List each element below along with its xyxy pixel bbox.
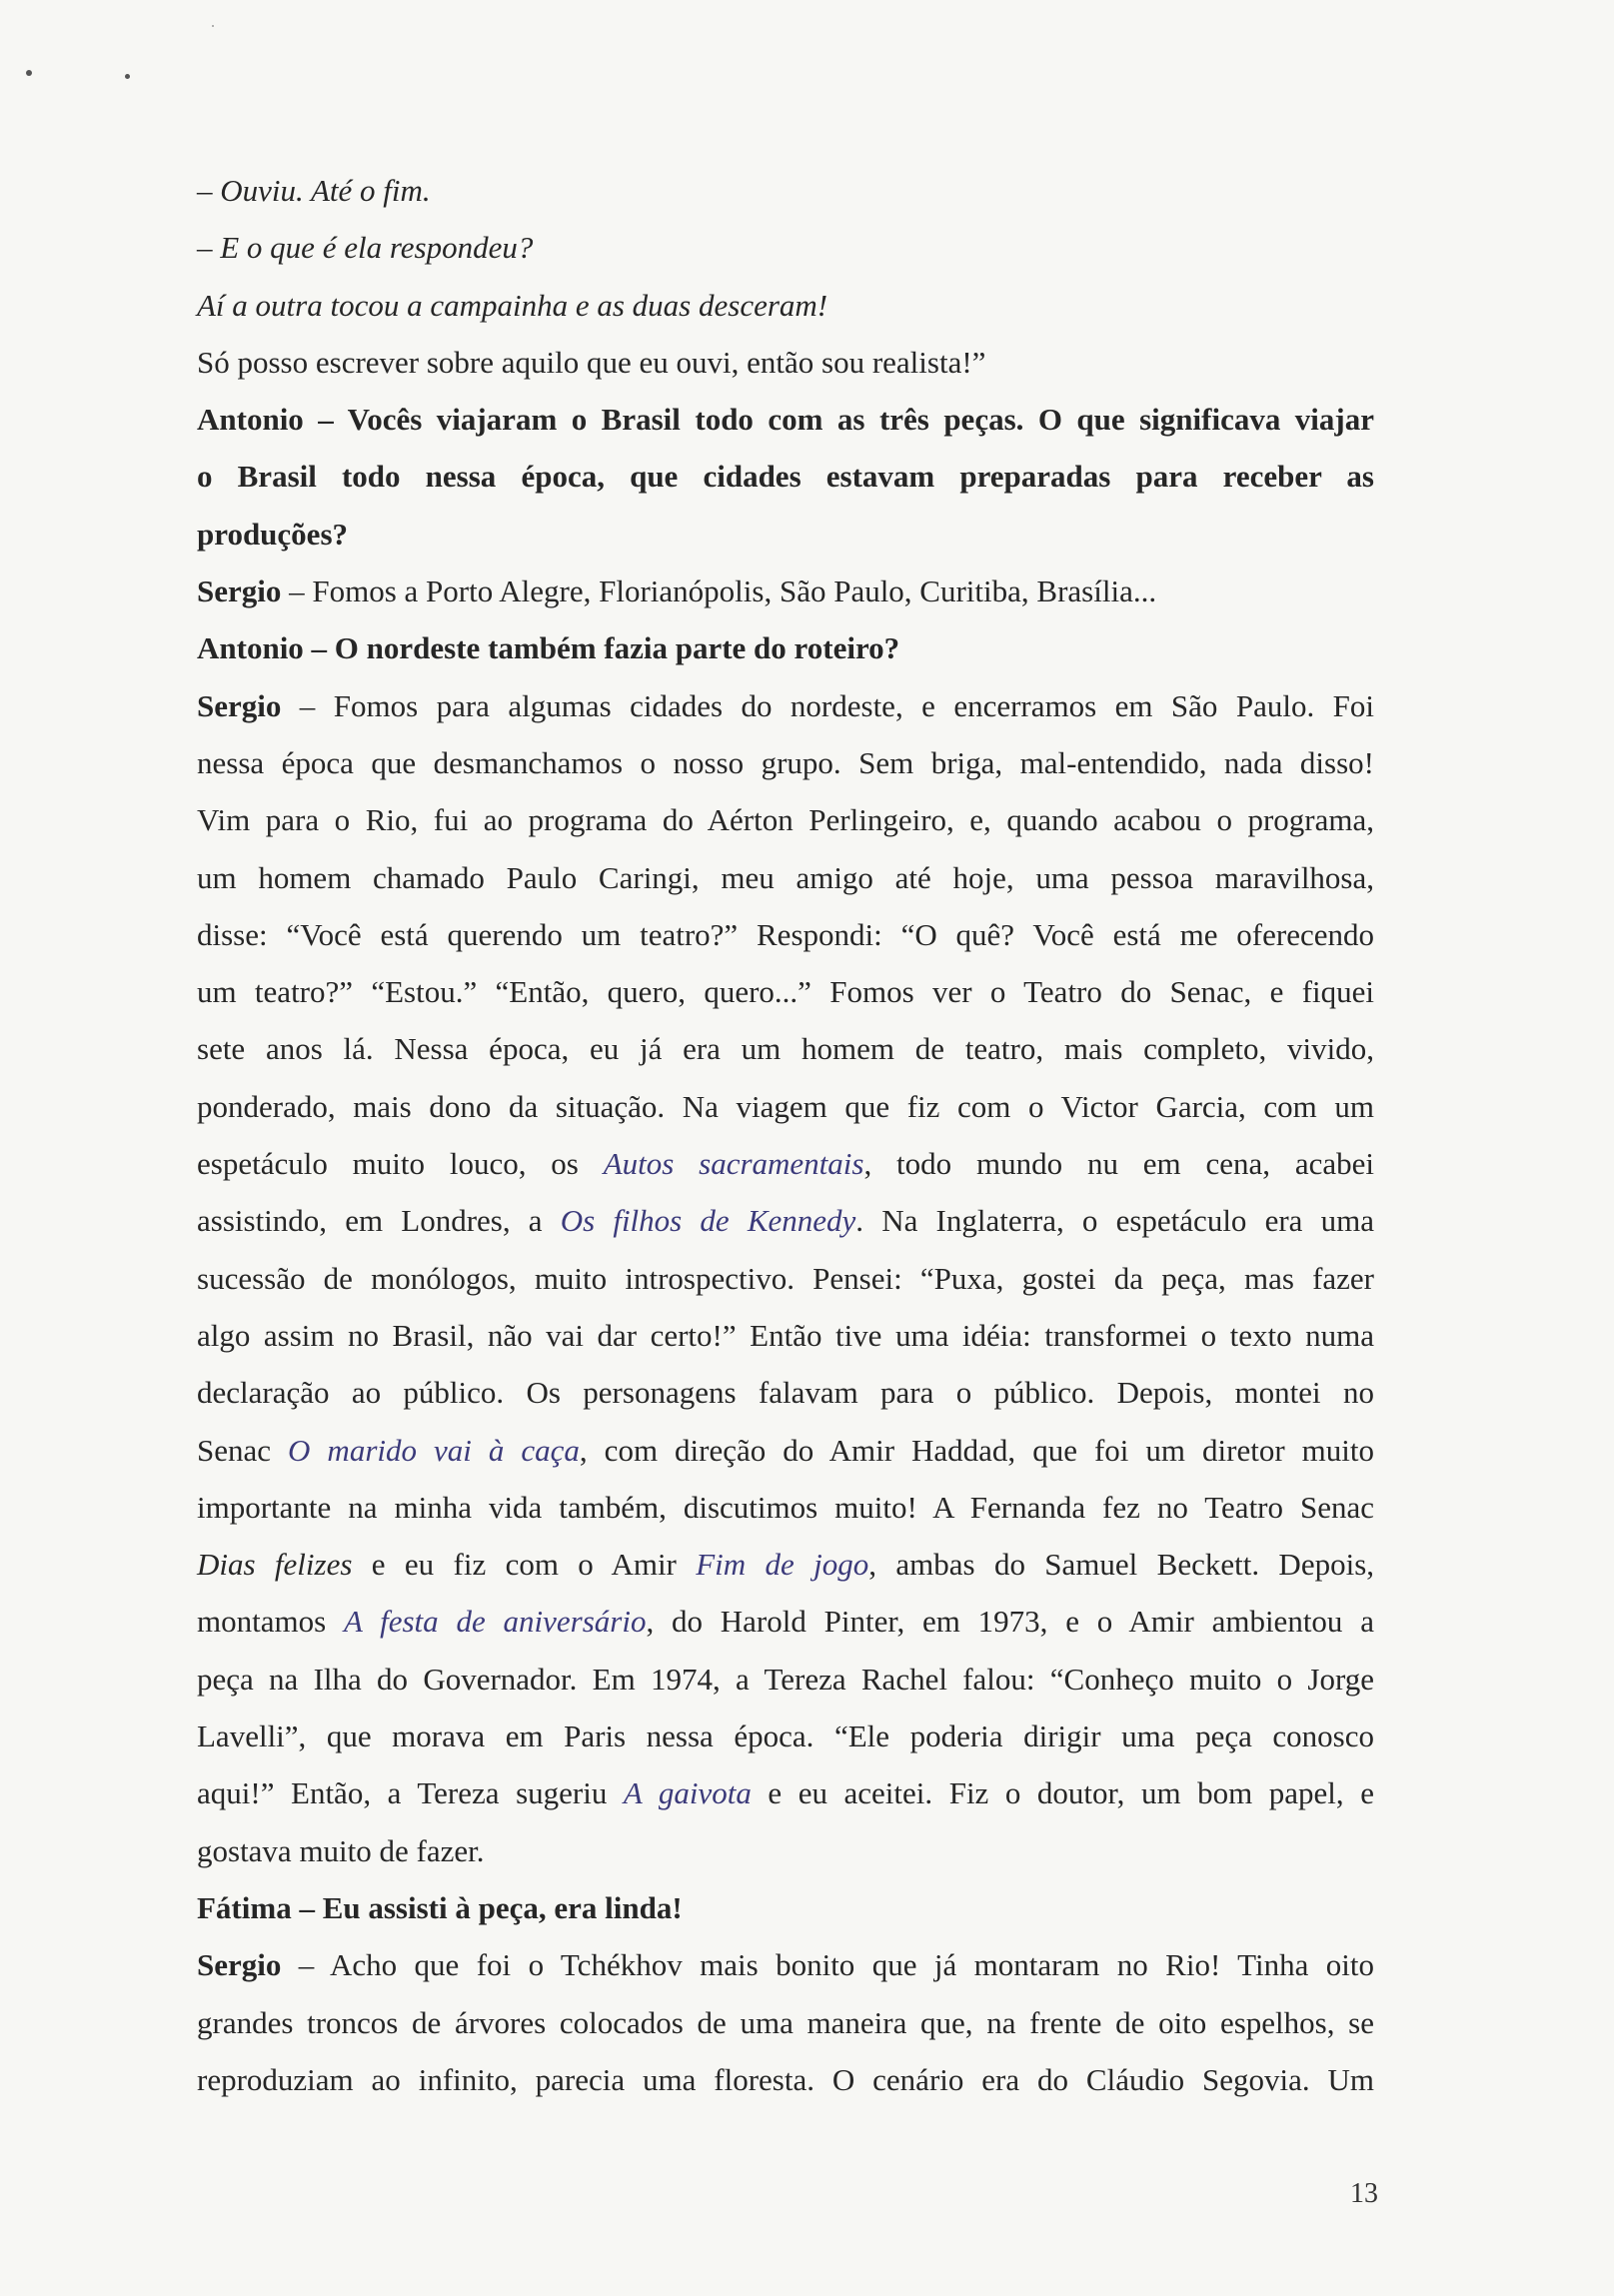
text-segment: importante na minha vida também, discutimos muito! A Fernanda fez no Teatro Senac [197,1489,1374,1525]
text-line [197,1364,1374,1421]
text-segment: um homem chamado Paulo Caringi, meu amigo até hoje, uma pessoa maravilhosa, [197,859,1374,895]
text-line [197,1020,1374,1077]
text-line [197,219,1374,276]
text-line [197,563,1374,619]
text-segment: aqui!” Então, a Tereza sugeriu [197,1775,624,1811]
text-line [197,448,1374,505]
text-line [197,1135,1374,1192]
text-segment: assistindo, em Londres, a [197,1203,561,1239]
text-segment: grandes troncos de árvores colocados de uma maneira que, na frente de oito espelhos, se [197,2004,1374,2040]
text-line [197,791,1374,848]
text-line [197,1822,1374,1879]
text-line [197,1422,1374,1479]
text-line [197,1479,1374,1536]
text-segment: gostava muito de fazer. [197,1832,485,1868]
text-line [197,1192,1374,1249]
text-segment: , ambas do Samuel Beckett. Depois, [868,1547,1375,1583]
text-segment: e eu fiz com o Amir [352,1547,697,1583]
text-line [197,906,1374,963]
interviewer-question: o Brasil todo nessa época, que cidades estavam preparadas para receber as [197,459,1374,495]
text-line [197,1593,1374,1650]
text-segment: – Fomos a Porto Alegre, Florianópolis, São Paulo, Curitiba, Brasília... [281,574,1157,609]
scan-speck [125,74,130,79]
quoted-dialogue: – E o que é ela respondeu? [197,230,534,266]
text-line [197,1879,1374,1936]
text-line [197,849,1374,906]
quoted-dialogue: Aí a outra tocou a campainha e as duas desceram! [197,287,828,323]
text-segment: espetáculo muito louco, os [197,1146,604,1182]
text-segment: declaração ao público. Os personagens falavam para o público. Depois, montei no [197,1375,1374,1411]
play-title: Dias felizes [197,1547,353,1583]
speaker-name: Sergio [197,1947,282,1983]
text-line [197,1936,1374,1993]
text-line [197,734,1374,791]
text-line [197,391,1374,448]
text-segment: um teatro?” “Estou.” “Então, quero, quero...” Fomos ver o Teatro do Senac, e fiquei [197,974,1374,1010]
text-line [197,1250,1374,1307]
text-segment: – Fomos para algumas cidades do nordeste, e encerramos em São Paulo. Foi [281,687,1374,723]
text-line [197,619,1374,676]
play-title: A festa de aniversário [343,1604,647,1640]
text-segment: Vim para o Rio, fui ao programa do Aérton Perlingeiro, e, quando acabou o programa, [197,802,1374,838]
text-segment: sucessão de monólogos, muito introspectivo. Pensei: “Puxa, gostei da peça, mas fazer [197,1260,1374,1296]
text-segment: montamos [197,1604,344,1640]
text-line [197,506,1374,563]
text-line [197,1994,1374,2051]
play-title: A gaivota [623,1775,752,1811]
text-segment: Só posso escrever sobre aquilo que eu ouvi, então sou realista!” [197,344,986,380]
text-segment: algo assim no Brasil, não vai dar certo!” Então tive uma idéia: transformei o texto numa [197,1317,1374,1353]
text-line [197,677,1374,734]
text-line [197,1764,1374,1821]
play-title: Os filhos de Kennedy [560,1203,856,1239]
quoted-dialogue: – Ouviu. Até o fim. [197,173,431,208]
text-segment: ponderado, mais dono da situação. Na viagem que fiz com o Victor Garcia, com um [197,1088,1374,1124]
text-segment: – Acho que foi o Tchékhov mais bonito que já montaram no Rio! Tinha oito [281,1947,1374,1983]
text-segment: reproduziam ao infinito, parecia uma floresta. O cenário era do Cláudio Segovia. Um [197,2061,1374,2097]
document-body [197,162,1374,2108]
text-line [197,963,1374,1020]
text-segment: disse: “Você está querendo um teatro?” Respondi: “O quê? Você está me oferecendo [197,916,1374,952]
text-segment: , com direção do Amir Haddad, que foi um diretor muito [579,1432,1375,1468]
play-title: O marido vai à caça [288,1432,580,1468]
text-line [197,1307,1374,1364]
interviewer-question: Antonio – O nordeste também fazia parte do roteiro? [197,630,900,666]
text-segment: nessa época que desmanchamos o nosso grupo. Sem briga, mal-entendido, nada disso! [197,744,1374,780]
text-line [197,1708,1374,1764]
interviewer-question: Antonio – Vocês viajaram o Brasil todo com as três peças. O que significava viajar [197,402,1374,438]
text-line [197,1536,1374,1593]
text-segment: peça na Ilha do Governador. Em 1974, a Tereza Rachel falou: “Conheço muito o Jorge [197,1661,1374,1697]
text-line [197,2051,1374,2108]
play-title: Fim de jogo [696,1547,869,1583]
text-line [197,277,1374,334]
text-segment: , do Harold Pinter, em 1973, e o Amir ambientou a [646,1604,1374,1640]
scan-speck [212,25,214,27]
speaker-name: Sergio [197,687,282,723]
play-title: Autos sacramentais [603,1146,864,1182]
page-number: 13 [1350,2178,1378,2209]
text-line [197,334,1374,391]
text-segment: Senac [197,1432,289,1468]
text-line [197,1651,1374,1708]
scan-speck [26,70,32,76]
text-line [197,162,1374,219]
text-segment: Lavelli”, que morava em Paris nessa época. “Ele poderia dirigir uma peça conosco [197,1719,1374,1754]
text-segment: sete anos lá. Nessa época, eu já era um homem de teatro, mais completo, vivido, [197,1031,1374,1067]
text-segment: . Na Inglaterra, o espetáculo era uma [855,1203,1374,1239]
speaker-name: Sergio [197,574,282,609]
interviewer-question: produções? [197,516,349,552]
text-line [197,1078,1374,1135]
text-segment: , todo mundo nu em cena, acabei [863,1146,1374,1182]
text-segment: e eu aceitei. Fiz o doutor, um bom papel, e [751,1775,1374,1811]
interviewer-question: Fátima – Eu assisti à peça, era linda! [197,1889,683,1925]
